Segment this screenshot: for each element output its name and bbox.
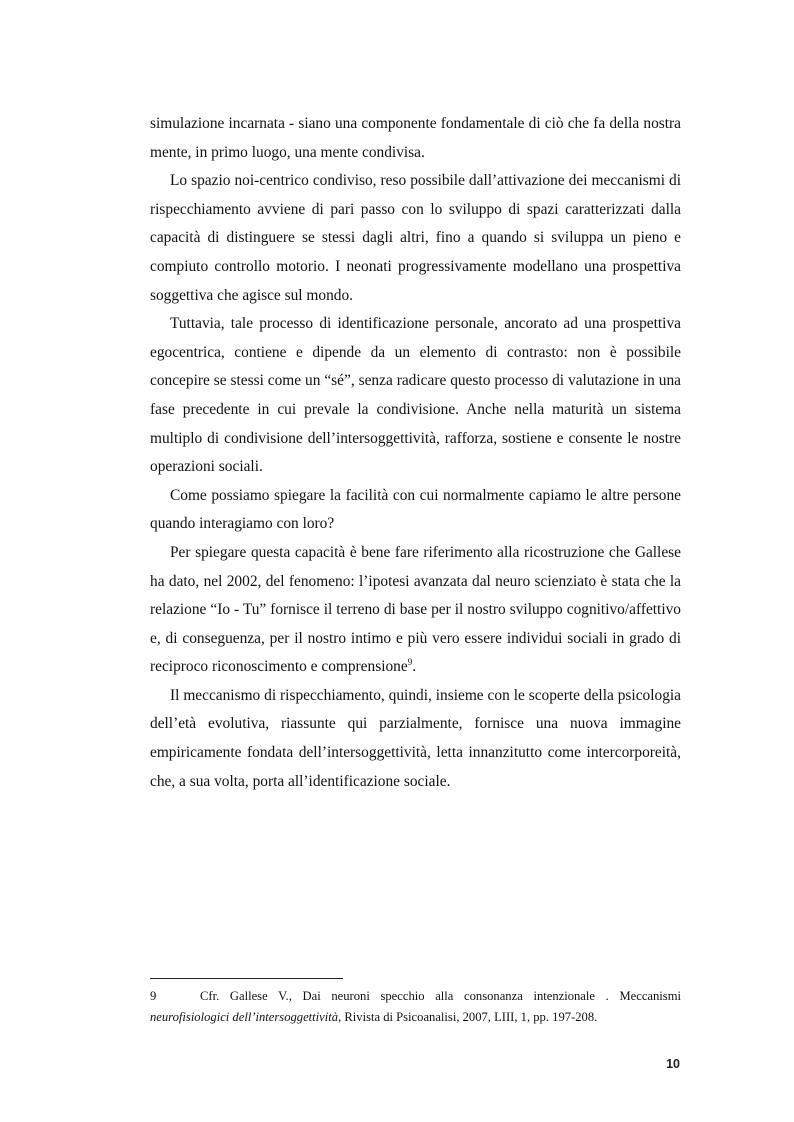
paragraph-6: Il meccanismo di rispecchiamento, quindi, insieme con le scoperte della psicologia dell’età evolutiva, riassunte qui parzialmente, fornisce una nuova immagine empiricamente fondata dell’intersoggettività, letta innanzitutto come intercorporeità, che, a sua volta, porta all’identificazione sociale. bbox=[150, 686, 681, 790]
footnote-separator bbox=[150, 978, 343, 979]
paragraph-4: Come possiamo spiegare la facilità con cui normalmente capiamo le altre persone quando interagiamo con loro? bbox=[150, 486, 681, 533]
paragraph-5 bbox=[150, 539, 681, 682]
footnote-italic-title: neurofisiologici dell’intersoggettività bbox=[150, 1010, 339, 1024]
footnote-text-before: Cfr. Gallese V., Dai neuroni specchio alla consonanza intenzionale . Meccanismi bbox=[200, 989, 681, 1003]
paragraph-1: simulazione incarnata - siano una componente fondamentale di ciò che fa della nostra mente, in primo luogo, una mente condivisa. bbox=[150, 115, 681, 161]
footnote-text-after: , Rivista di Psicoanalisi, 2007, LIII, 1, pp. 197-208. bbox=[338, 1010, 598, 1024]
footnote-reference[interactable]: 9 bbox=[407, 657, 413, 668]
page-number: 10 bbox=[666, 1057, 680, 1071]
body-text bbox=[150, 110, 681, 796]
paragraph-3: Tuttavia, tale processo di identificazione personale, ancorato ad una prospettiva egocentrica, contiene e dipende da un elemento di contrasto: non è possibile concepire se stessi come un “sé”, senza radicare questo processo di valutazione in una fase precedente in cui prevale la condivisione. Anche nella maturità un sistema multiplo di condivisione dell’intersoggettività, rafforza, sostiene e consente le nostre operazioni sociali. bbox=[150, 315, 681, 476]
paragraph-5-text: Per spiegare questa capacità è bene fare riferimento alla ricostruzione che Gallese ha dato, nel 2002, del fenomeno: l’ipotesi avanzata dal neuro scienziato è stata che la relazione “Io - Tu” fornisce il terreno di base per il nostro sviluppo cognitivo/affettivo e, di conseguenza, per il nostro intimo e più vero essere individui sociali in grado di reciproco riconoscimento e comprensione bbox=[150, 543, 681, 676]
paragraph-5-end: . bbox=[412, 658, 417, 676]
footnote bbox=[150, 986, 681, 1028]
footnote-number: 9 bbox=[150, 989, 157, 1003]
paragraph-2: Lo spazio noi-centrico condiviso, reso possibile dall’attivazione dei meccanismi di rispecchiamento avviene di pari passo con lo sviluppo di spazi caratterizzati dalla capacità di distinguere se stessi dagli altri, fino a quando si sviluppa un pieno e compiuto controllo motorio. I neonati progressivamente modellano una prospettiva soggettiva che agisce sul mondo. bbox=[150, 172, 681, 304]
